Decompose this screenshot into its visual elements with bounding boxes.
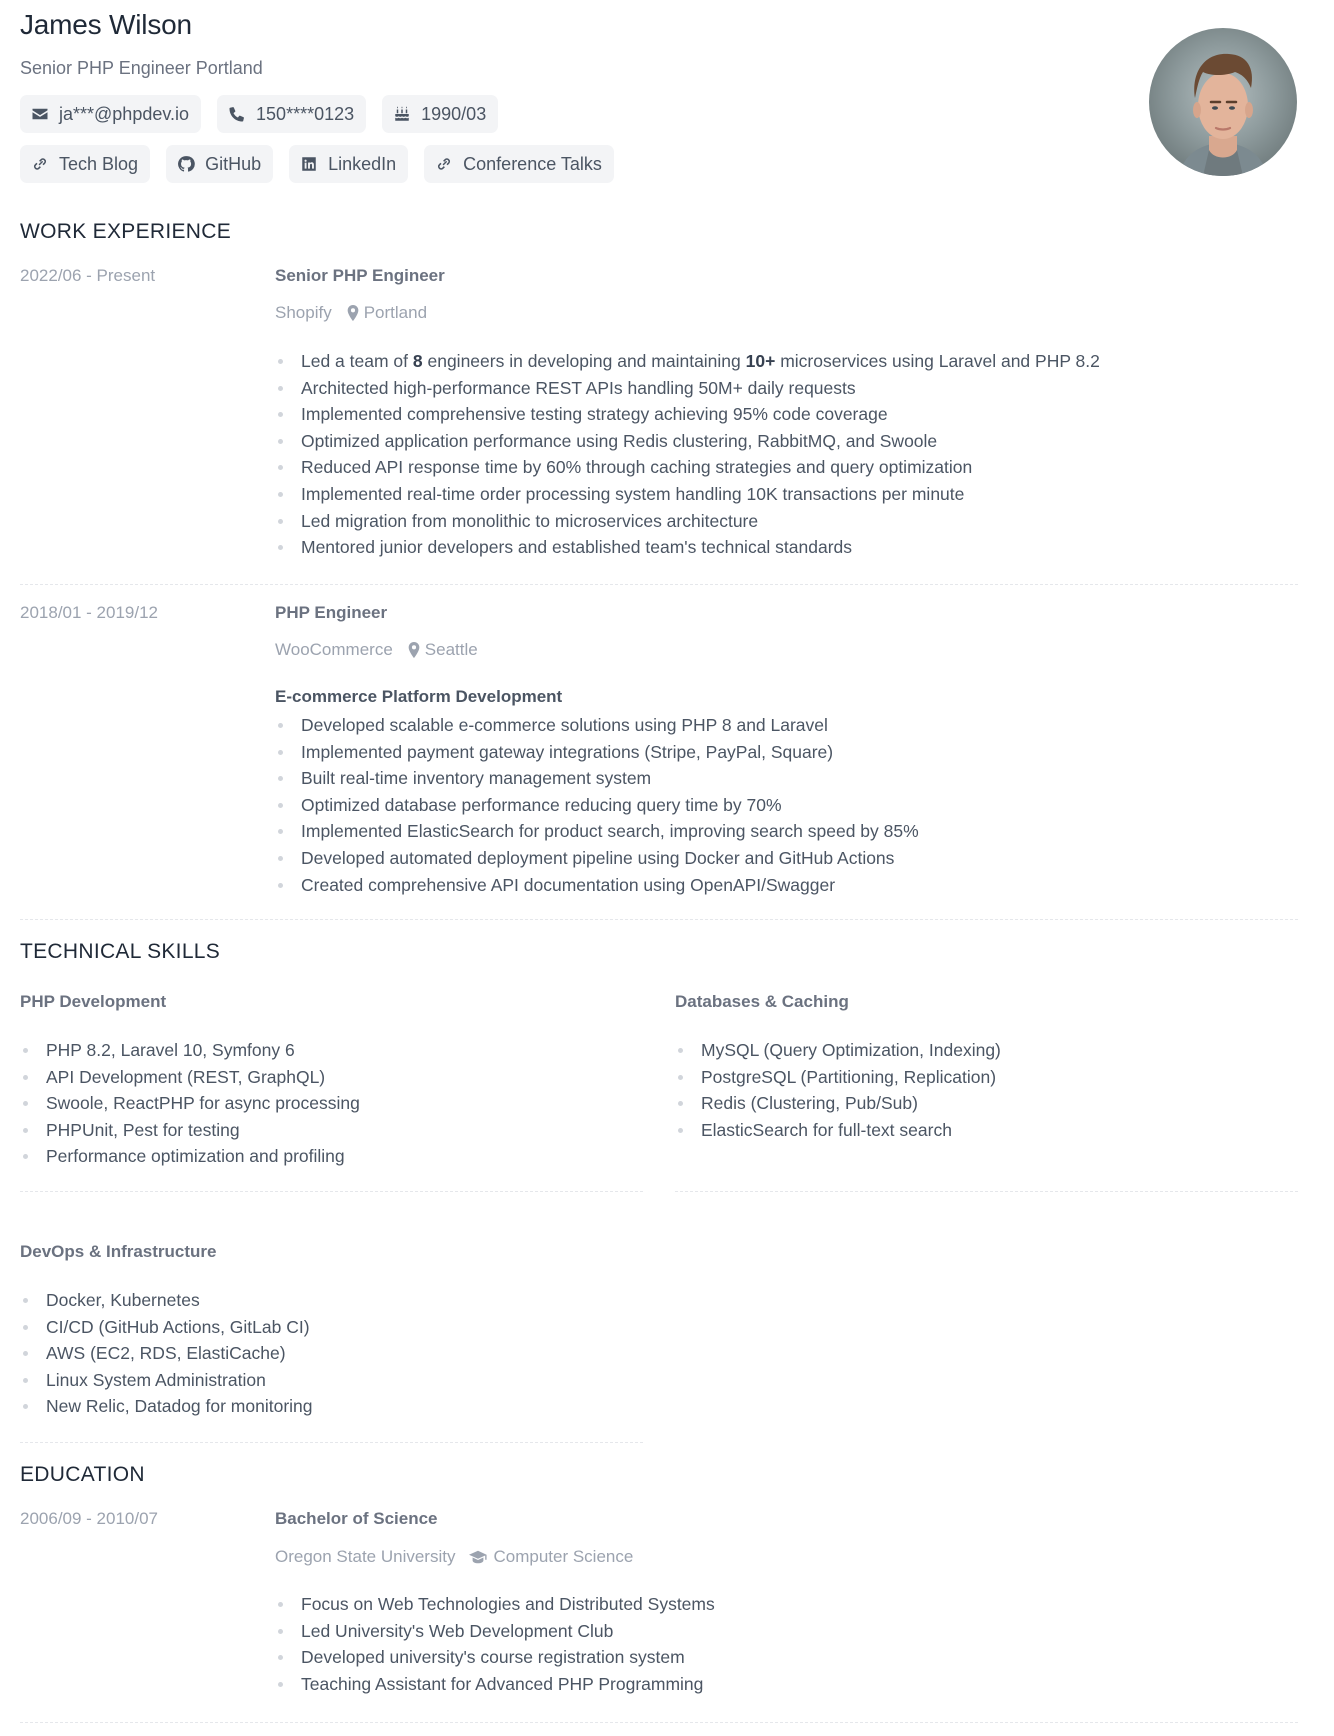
job-achievements-list: [275, 348, 1100, 561]
profile-links-row: [20, 145, 614, 183]
conference-talks-link[interactable]: [424, 145, 614, 183]
birthday-cake-icon: [393, 105, 411, 123]
github-icon: [177, 155, 195, 173]
list-item: AWS (EC2, RDS, ElastiCache): [20, 1340, 313, 1367]
skill-list: [20, 1287, 313, 1420]
divider: [20, 1442, 643, 1443]
company-name: WooCommerce: [275, 640, 393, 659]
divider: [20, 584, 1298, 585]
list-item: Created comprehensive API documentation using OpenAPI/Swagger: [275, 872, 919, 899]
job-title: Senior PHP Engineer: [275, 266, 445, 285]
conference-talks-label: Conference Talks: [463, 153, 602, 174]
project-title: E-commerce Platform Development: [275, 687, 563, 706]
linkedin-label: LinkedIn: [328, 153, 397, 174]
envelope-icon: [31, 105, 49, 123]
list-item: CI/CD (GitHub Actions, GitLab CI): [20, 1314, 313, 1341]
list-item: Architected high-performance REST APIs handling 50M+ daily requests: [275, 375, 1100, 402]
tech-blog-link[interactable]: [20, 145, 150, 183]
divider: [20, 1191, 643, 1192]
skill-group-title: PHP Development: [20, 992, 167, 1011]
list-item: Built real-time inventory management system: [275, 765, 919, 792]
education-meta: [275, 1547, 633, 1567]
graduation-cap-icon: [469, 1550, 487, 1564]
skill-group-title: DevOps & Infrastructure: [20, 1242, 217, 1261]
phone-text: 150****0123: [256, 103, 355, 124]
list-item: Swoole, ReactPHP for async processing: [20, 1090, 360, 1117]
list-item: Teaching Assistant for Advanced PHP Programming: [275, 1671, 715, 1698]
list-item: PHPUnit, Pest for testing: [20, 1117, 360, 1144]
list-item: Led a team of 8 engineers in developing and maintaining 10+ microservices using Laravel and PHP 8.2: [275, 348, 1100, 375]
birthdate-text: 1990/03: [421, 103, 487, 124]
avatar: [1149, 28, 1297, 176]
list-item: Redis (Clustering, Pub/Sub): [675, 1090, 1001, 1117]
list-item: Docker, Kubernetes: [20, 1287, 313, 1314]
list-item: PostgreSQL (Partitioning, Replication): [675, 1064, 1001, 1091]
job-date: 2022/06 - Present: [20, 266, 156, 285]
avatar-portrait: [1149, 28, 1297, 176]
linkedin-icon: [300, 155, 318, 173]
email-text: ja***@phpdev.io: [59, 103, 190, 124]
list-item: Optimized application performance using Redis clustering, RabbitMQ, and Swoole: [275, 428, 1100, 455]
work-experience-heading: WORK EXPERIENCE: [20, 220, 232, 243]
list-item: Focus on Web Technologies and Distributed Systems: [275, 1591, 715, 1618]
list-item: Implemented comprehensive testing strategy achieving 95% code coverage: [275, 401, 1100, 428]
job-location: Seattle: [424, 640, 478, 659]
phone-icon: [228, 105, 246, 123]
education-heading: EDUCATION: [20, 1463, 145, 1486]
education-date: 2006/09 - 2010/07: [20, 1509, 159, 1528]
map-pin-icon: [346, 305, 360, 321]
list-item: Implemented payment gateway integrations (Stripe, PayPal, Square): [275, 739, 919, 766]
list-item: Mentored junior developers and established team's technical standards: [275, 534, 1100, 561]
list-item: Implemented ElasticSearch for product search, improving search speed by 85%: [275, 818, 919, 845]
list-item: ElasticSearch for full-text search: [675, 1117, 1001, 1144]
linkedin-link[interactable]: [289, 145, 408, 183]
list-item: API Development (REST, GraphQL): [20, 1064, 360, 1091]
list-item: Reduced API response time by 60% through caching strategies and query optimization: [275, 454, 1100, 481]
company-name: Shopify: [275, 303, 332, 322]
skill-list: [20, 1037, 360, 1170]
contact-info-row: [20, 95, 498, 133]
tech-blog-label: Tech Blog: [59, 153, 139, 174]
divider: [20, 1722, 1298, 1723]
job-meta: [275, 303, 427, 323]
divider: [675, 1191, 1298, 1192]
education-highlights-list: [275, 1591, 715, 1697]
list-item: Developed university's course registration system: [275, 1644, 715, 1671]
list-item: Performance optimization and profiling: [20, 1143, 360, 1170]
list-item: PHP 8.2, Laravel 10, Symfony 6: [20, 1037, 360, 1064]
list-item: Linux System Administration: [20, 1367, 313, 1394]
email-chip[interactable]: [20, 95, 201, 133]
job-title: PHP Engineer: [275, 603, 388, 622]
technical-skills-heading: TECHNICAL SKILLS: [20, 940, 221, 963]
list-item: Developed scalable e-commerce solutions using PHP 8 and Laravel: [275, 712, 919, 739]
list-item: Implemented real-time order processing system handling 10K transactions per minute: [275, 481, 1100, 508]
job-achievements-list: [275, 712, 919, 898]
major: Computer Science: [493, 1547, 634, 1566]
github-label: GitHub: [205, 153, 262, 174]
skill-group-title: Databases & Caching: [675, 992, 849, 1011]
divider: [20, 919, 1298, 920]
job-meta: [275, 640, 478, 660]
link-icon: [435, 155, 453, 173]
job-location: Portland: [363, 303, 428, 322]
link-icon: [31, 155, 49, 173]
candidate-name: James Wilson: [20, 9, 192, 40]
degree-title: Bachelor of Science: [275, 1509, 438, 1528]
list-item: Led migration from monolithic to microservices architecture: [275, 508, 1100, 535]
github-link[interactable]: [166, 145, 273, 183]
list-item: Developed automated deployment pipeline using Docker and GitHub Actions: [275, 845, 919, 872]
list-item: MySQL (Query Optimization, Indexing): [675, 1037, 1001, 1064]
list-item: Led University's Web Development Club: [275, 1618, 715, 1645]
school-name: Oregon State University: [275, 1547, 456, 1566]
skill-list: [675, 1037, 1001, 1143]
list-item: New Relic, Datadog for monitoring: [20, 1393, 313, 1420]
phone-chip[interactable]: [217, 95, 366, 133]
map-pin-icon: [407, 642, 421, 658]
list-item: Optimized database performance reducing query time by 70%: [275, 792, 919, 819]
candidate-headline: Senior PHP Engineer Portland: [20, 58, 263, 78]
job-date: 2018/01 - 2019/12: [20, 603, 159, 622]
birthdate-chip[interactable]: [382, 95, 498, 133]
